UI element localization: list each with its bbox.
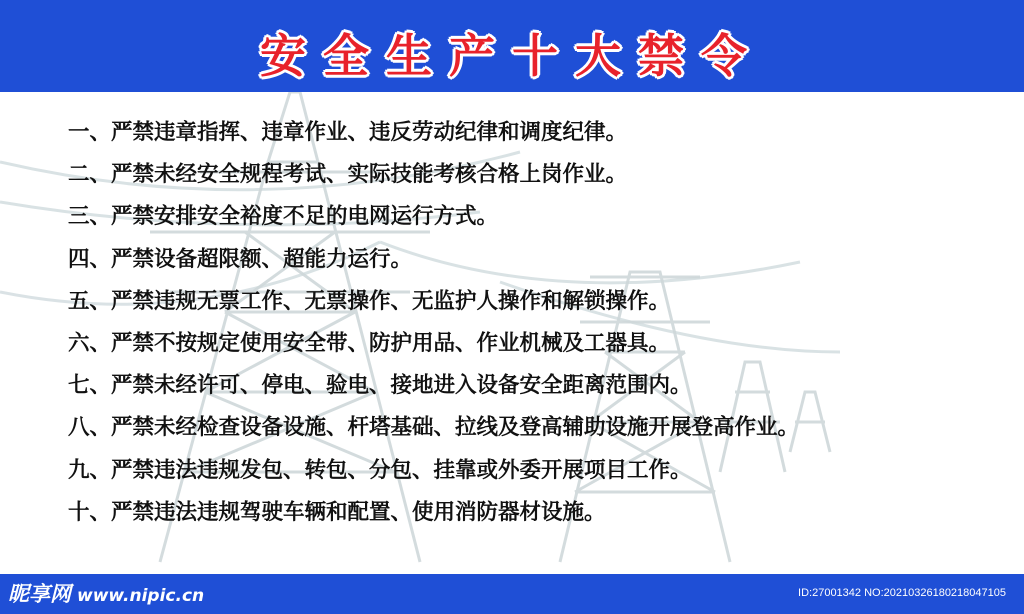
list-item: 七、严禁未经许可、停电、验电、接地进入设备安全距离范围内。 xyxy=(68,373,692,399)
list-item: 四、严禁设备超限额、超能力运行。 xyxy=(68,246,413,272)
image-meta: ID:27001342 NO:20210326180218047105 xyxy=(798,587,1006,599)
watermark-logo xyxy=(8,579,204,609)
list-item: 五、严禁违规无票工作、无票操作、无监护人操作和解锁操作。 xyxy=(68,288,671,314)
list-item: 二、严禁未经安全规程考试、实际技能考核合格上岗作业。 xyxy=(68,162,628,188)
list-item: 八、严禁未经检查设备设施、杆塔基础、拉线及登高辅助设施开展登高作业。 xyxy=(68,415,800,441)
logo-url: www.nipic.cn xyxy=(77,586,205,606)
list-item: 三、严禁安排安全裕度不足的电网运行方式。 xyxy=(68,204,499,230)
footer-band xyxy=(0,574,1024,614)
list-item: 十、严禁违法违规驾驶车辆和配置、使用消防器材设施。 xyxy=(68,499,606,525)
list-item: 一、严禁违章指挥、违章作业、违反劳动纪律和调度纪律。 xyxy=(68,120,628,145)
list-item: 六、严禁不按规定使用安全带、防护用品、作业机械及工器具。 xyxy=(68,330,671,356)
page-title: 安全生产十大禁令 xyxy=(260,29,764,83)
list-item: 九、严禁违法违规发包、转包、分包、挂靠或外委开展项目工作。 xyxy=(68,457,692,483)
prohibition-list xyxy=(68,112,1008,534)
logo-text: 昵享网 xyxy=(8,582,71,606)
